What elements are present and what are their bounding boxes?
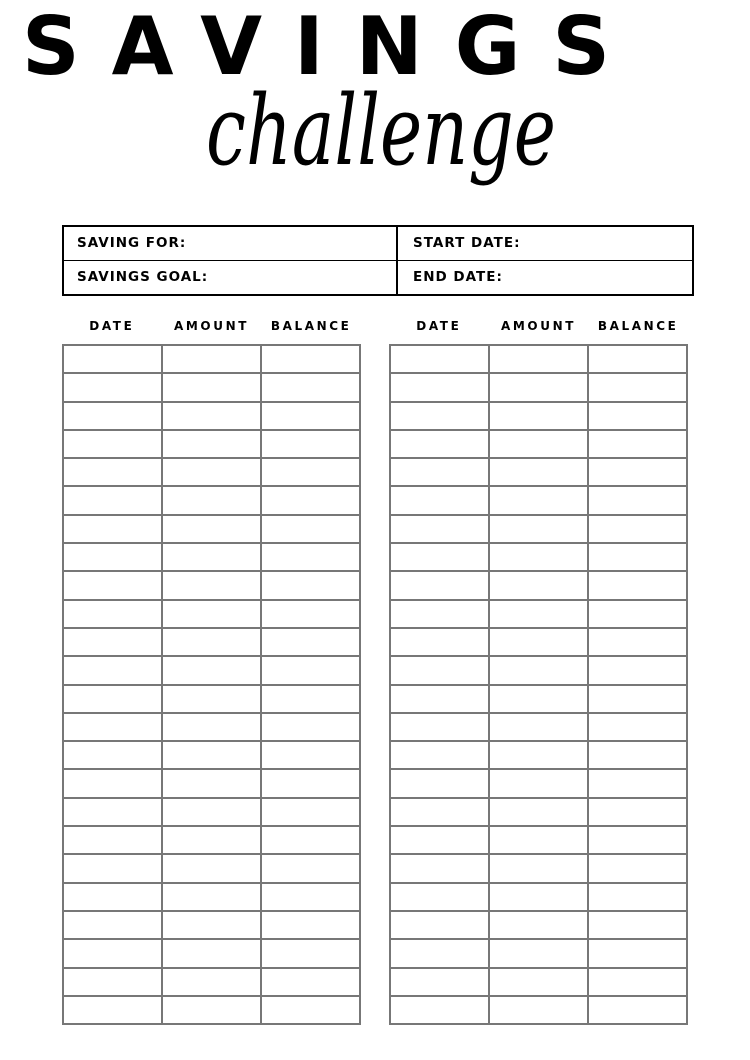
table-cell[interactable] [262, 827, 361, 855]
table-cell[interactable] [589, 997, 688, 1025]
table-cell[interactable] [64, 516, 163, 544]
table-cell[interactable] [163, 884, 262, 912]
title-challenge-text: challenge [206, 75, 556, 187]
table-cell[interactable] [262, 969, 361, 997]
table-cell[interactable] [589, 714, 688, 742]
table-cell[interactable] [391, 714, 490, 742]
table-cell[interactable] [391, 601, 490, 629]
table-cell[interactable] [163, 374, 262, 402]
table-row [391, 374, 688, 402]
table-cell[interactable] [163, 657, 262, 685]
table-row [391, 855, 688, 883]
info-box [62, 225, 694, 296]
table-cell[interactable] [589, 459, 688, 487]
table-row [391, 403, 688, 431]
table-row [391, 827, 688, 855]
table-cell[interactable] [391, 657, 490, 685]
table-cell[interactable] [589, 487, 688, 515]
table-cell[interactable] [589, 912, 688, 940]
table-cell[interactable] [589, 516, 688, 544]
table-cell[interactable] [490, 629, 589, 657]
table-cell[interactable] [391, 374, 490, 402]
table-cell[interactable] [490, 487, 589, 515]
table-row [64, 855, 361, 883]
table-cell[interactable] [391, 403, 490, 431]
table-row [391, 487, 688, 515]
table-cell[interactable] [490, 572, 589, 600]
table-cell[interactable] [490, 431, 589, 459]
table-cell[interactable] [391, 940, 490, 968]
table-cell[interactable] [163, 770, 262, 798]
table-row [391, 940, 688, 968]
table-cell[interactable] [490, 544, 589, 572]
column-header-balance: BALANCE [597, 319, 679, 333]
table-row [391, 770, 688, 798]
table-row [64, 572, 361, 600]
table-cell[interactable] [262, 572, 361, 600]
table-cell[interactable] [490, 742, 589, 770]
table-cell[interactable] [391, 544, 490, 572]
table-cell[interactable] [490, 657, 589, 685]
table-cell[interactable] [391, 686, 490, 714]
table-row [391, 544, 688, 572]
table-row [391, 742, 688, 770]
table-cell[interactable] [589, 884, 688, 912]
table-row [391, 799, 688, 827]
table-cell[interactable] [163, 855, 262, 883]
table-cell[interactable] [163, 799, 262, 827]
table-row [64, 403, 361, 431]
column-header-date: DATE [89, 319, 135, 333]
table-row [64, 544, 361, 572]
table-row [391, 572, 688, 600]
table-cell[interactable] [64, 770, 163, 798]
table-cell[interactable] [391, 827, 490, 855]
table-cell[interactable] [589, 770, 688, 798]
table-row [64, 997, 361, 1025]
table-cell[interactable] [589, 940, 688, 968]
table-cell[interactable] [163, 487, 262, 515]
table-row [64, 799, 361, 827]
table-cell[interactable] [163, 544, 262, 572]
table-row [391, 657, 688, 685]
table-row [391, 516, 688, 544]
table-row [391, 714, 688, 742]
table-cell[interactable] [64, 912, 163, 940]
table-cell[interactable] [391, 742, 490, 770]
table-row [64, 969, 361, 997]
table-cell[interactable] [490, 855, 589, 883]
column-header-balance: BALANCE [270, 319, 352, 333]
table-row [64, 912, 361, 940]
table-cell[interactable] [262, 403, 361, 431]
table-cell[interactable] [163, 969, 262, 997]
table-cell[interactable] [163, 431, 262, 459]
table-cell[interactable] [163, 940, 262, 968]
table-cell[interactable] [391, 346, 490, 374]
table-cell[interactable] [64, 686, 163, 714]
table-cell[interactable] [589, 855, 688, 883]
column-header-amount: AMOUNT [501, 319, 577, 333]
table-row [64, 374, 361, 402]
table-cell[interactable] [64, 374, 163, 402]
table-cell[interactable] [391, 969, 490, 997]
table-cell[interactable] [64, 601, 163, 629]
table-cell[interactable] [589, 827, 688, 855]
log-header [62, 316, 361, 336]
table-cell[interactable] [262, 714, 361, 742]
table-cell[interactable] [589, 346, 688, 374]
table-cell[interactable] [64, 459, 163, 487]
table-cell[interactable] [490, 940, 589, 968]
table-cell[interactable] [490, 601, 589, 629]
savings-goal-field[interactable] [64, 261, 398, 295]
table-cell[interactable] [490, 827, 589, 855]
log-grid [62, 344, 361, 1025]
table-cell[interactable] [391, 629, 490, 657]
table-row [64, 629, 361, 657]
table-row [391, 969, 688, 997]
table-cell[interactable] [391, 997, 490, 1025]
start-date-label: START DATE: [413, 235, 521, 252]
table-cell[interactable] [589, 544, 688, 572]
table-row [391, 601, 688, 629]
table-cell[interactable] [163, 714, 262, 742]
table-cell[interactable] [589, 374, 688, 402]
table-row [64, 884, 361, 912]
table-cell[interactable] [391, 431, 490, 459]
saving-for-field[interactable] [64, 227, 398, 261]
table-row [64, 686, 361, 714]
table-row [64, 346, 361, 374]
table-row [64, 459, 361, 487]
table-cell[interactable] [589, 686, 688, 714]
table-cell[interactable] [490, 403, 589, 431]
table-row [391, 997, 688, 1025]
table-cell[interactable] [262, 940, 361, 968]
table-cell[interactable] [490, 374, 589, 402]
table-cell[interactable] [490, 884, 589, 912]
table-cell[interactable] [391, 459, 490, 487]
table-cell[interactable] [391, 770, 490, 798]
table-cell[interactable] [163, 912, 262, 940]
table-cell[interactable] [64, 346, 163, 374]
table-cell[interactable] [262, 884, 361, 912]
table-cell[interactable] [64, 969, 163, 997]
table-cell[interactable] [64, 940, 163, 968]
table-cell[interactable] [262, 686, 361, 714]
table-cell[interactable] [64, 855, 163, 883]
table-cell[interactable] [262, 487, 361, 515]
table-cell[interactable] [490, 969, 589, 997]
table-cell[interactable] [589, 629, 688, 657]
table-cell[interactable] [391, 516, 490, 544]
table-cell[interactable] [262, 544, 361, 572]
table-cell[interactable] [64, 572, 163, 600]
table-cell[interactable] [64, 884, 163, 912]
table-cell[interactable] [163, 572, 262, 600]
table-cell[interactable] [64, 827, 163, 855]
table-cell[interactable] [490, 912, 589, 940]
table-row [64, 827, 361, 855]
table-cell[interactable] [262, 997, 361, 1025]
table-cell[interactable] [262, 742, 361, 770]
table-row [391, 346, 688, 374]
end-date-label: END DATE: [413, 269, 503, 286]
table-cell[interactable] [589, 601, 688, 629]
table-row [64, 487, 361, 515]
start-date-field[interactable] [398, 227, 692, 261]
table-cell[interactable] [163, 997, 262, 1025]
table-row [391, 912, 688, 940]
table-cell[interactable] [64, 403, 163, 431]
table-cell[interactable] [64, 742, 163, 770]
table-row [64, 601, 361, 629]
column-header-date: DATE [416, 319, 462, 333]
log-header [389, 316, 688, 336]
table-cell[interactable] [490, 686, 589, 714]
table-row [64, 770, 361, 798]
table-cell[interactable] [589, 969, 688, 997]
table-cell[interactable] [64, 544, 163, 572]
column-header-amount: AMOUNT [174, 319, 250, 333]
table-cell[interactable] [64, 487, 163, 515]
table-cell[interactable] [490, 799, 589, 827]
end-date-field[interactable] [398, 261, 692, 295]
table-cell[interactable] [262, 629, 361, 657]
table-cell[interactable] [262, 912, 361, 940]
table-row [391, 431, 688, 459]
table-row [64, 657, 361, 685]
table-cell[interactable] [490, 346, 589, 374]
table-cell[interactable] [163, 516, 262, 544]
table-cell[interactable] [589, 403, 688, 431]
table-cell[interactable] [64, 657, 163, 685]
table-row [64, 742, 361, 770]
table-cell[interactable] [262, 374, 361, 402]
table-cell[interactable] [163, 686, 262, 714]
table-cell[interactable] [163, 742, 262, 770]
table-cell[interactable] [163, 629, 262, 657]
table-cell[interactable] [391, 572, 490, 600]
table-cell[interactable] [391, 912, 490, 940]
table-cell[interactable] [64, 431, 163, 459]
table-cell[interactable] [163, 459, 262, 487]
table-cell[interactable] [391, 799, 490, 827]
table-cell[interactable] [262, 516, 361, 544]
table-cell[interactable] [589, 657, 688, 685]
table-cell[interactable] [262, 855, 361, 883]
table-row [64, 431, 361, 459]
table-cell[interactable] [391, 487, 490, 515]
table-row [64, 516, 361, 544]
table-row [391, 686, 688, 714]
table-cell[interactable] [262, 431, 361, 459]
log-grid [389, 344, 688, 1025]
table-cell[interactable] [163, 403, 262, 431]
table-cell[interactable] [262, 770, 361, 798]
saving-for-label: SAVING FOR: [77, 235, 187, 252]
table-cell[interactable] [64, 799, 163, 827]
table-row [391, 629, 688, 657]
table-cell[interactable] [262, 601, 361, 629]
table-cell[interactable] [163, 346, 262, 374]
table-cell[interactable] [589, 572, 688, 600]
title-challenge [200, 60, 580, 230]
table-row [64, 940, 361, 968]
table-cell[interactable] [490, 459, 589, 487]
table-cell[interactable] [589, 742, 688, 770]
table-row [64, 714, 361, 742]
savings-log-left [62, 316, 361, 1025]
table-cell[interactable] [391, 884, 490, 912]
table-cell[interactable] [64, 629, 163, 657]
savings-log-right [389, 316, 688, 1025]
table-cell[interactable] [262, 459, 361, 487]
table-row [391, 884, 688, 912]
table-cell[interactable] [262, 346, 361, 374]
table-cell[interactable] [391, 855, 490, 883]
table-cell[interactable] [262, 657, 361, 685]
table-cell[interactable] [490, 770, 589, 798]
title-savings: SAVINGS [22, 0, 643, 93]
table-cell[interactable] [163, 827, 262, 855]
table-cell[interactable] [262, 799, 361, 827]
table-cell[interactable] [589, 431, 688, 459]
table-row [391, 459, 688, 487]
table-cell[interactable] [490, 714, 589, 742]
table-cell[interactable] [490, 516, 589, 544]
table-cell[interactable] [64, 997, 163, 1025]
savings-goal-label: SAVINGS GOAL: [77, 269, 209, 286]
table-cell[interactable] [64, 714, 163, 742]
table-cell[interactable] [490, 997, 589, 1025]
table-cell[interactable] [163, 601, 262, 629]
table-cell[interactable] [589, 799, 688, 827]
